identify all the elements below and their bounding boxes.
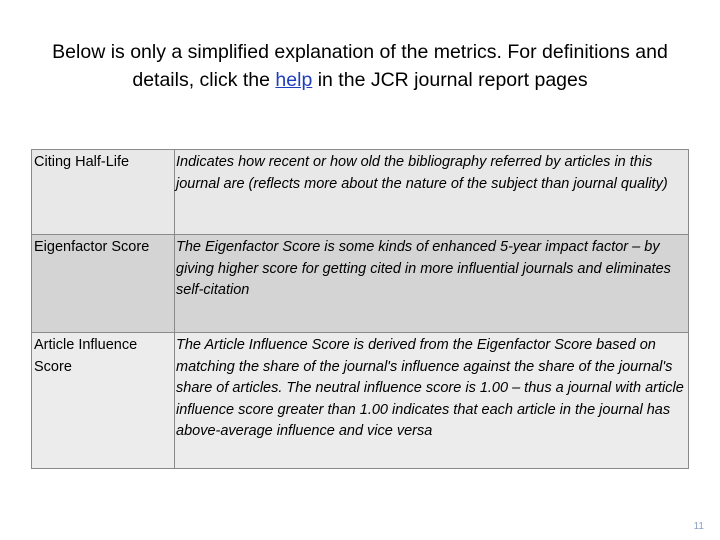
help-link[interactable]: help	[275, 68, 313, 91]
metric-term: Citing Half-Life	[32, 150, 175, 235]
table-row	[32, 333, 689, 469]
page-number: 11	[693, 521, 704, 532]
metric-term: Article Influence Score	[32, 333, 175, 469]
metric-description: Indicates how recent or how old the bibliography referred by articles in this journal are (reflects more about the nature of the subject than journal quality)	[175, 150, 689, 235]
intro-text-after: in the JCR journal report pages	[312, 68, 588, 91]
intro-text-before: Below is only a simplified explanation of the metrics. For definitions and details, click the	[52, 41, 668, 91]
table-row	[32, 150, 689, 235]
metrics-table	[31, 149, 689, 469]
metric-term: Eigenfactor Score	[32, 235, 175, 333]
metric-description: The Article Influence Score is derived from the Eigenfactor Score based on matching the share of the journal's influence against the share of the journal's share of articles. The neutral influence score is 1.00 – thus a journal with article influence score greater than 1.00 indicates that each article in the journal has above-average influence and vice versa	[175, 333, 689, 469]
metric-description: The Eigenfactor Score is some kinds of enhanced 5-year impact factor – by giving higher score for getting cited in more influential journals and eliminates self-citation	[175, 235, 689, 333]
table-row	[32, 235, 689, 333]
intro-text	[40, 39, 680, 94]
